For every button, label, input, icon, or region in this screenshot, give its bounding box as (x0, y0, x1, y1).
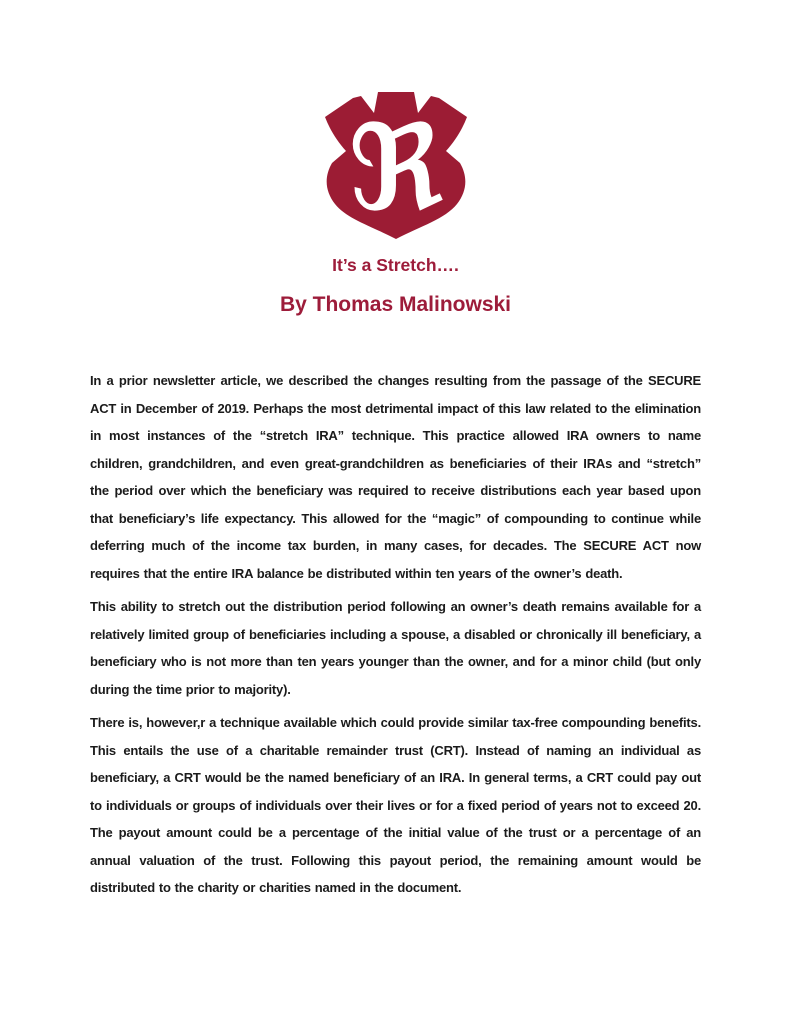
article-byline: By Thomas Malinowski (279, 293, 512, 316)
crest-letter-R: ℜ (347, 99, 444, 237)
paragraph-3: There is, however,r a technique available which could provide similar tax-free compounding benefits. This entails the use of a charitable remainder trust (CRT). Instead of naming an individual as beneficiary, a CRT would be the named beneficiary of an IRA. In general terms, a CRT could pay out to individuals or groups of individuals over their lives or for a fixed period of years not to exceed 20. The payout amount could be a percentage of the initial value of the trust or a percentage of an annual valuation of the trust. Following this payout period, the remaining amount would be distributed to the charity or charities named in the document. (90, 715, 701, 895)
logo (0, 0, 791, 241)
paragraph-2: This ability to stretch out the distribution period following an owner’s death remains available for a relatively limited group of beneficiaries including a spouse, a disabled or chronically ill beneficiary, a beneficiary who is not more than ten years younger than the owner, and for a minor child (but only during the time prior to majority). (90, 599, 701, 697)
shield-crest-logo (321, 88, 471, 241)
article-title: It’s a Stretch…. (332, 255, 459, 275)
paragraph-1: In a prior newsletter article, we described the changes resulting from the passage of the SECURE ACT in December of 2019. Perhaps the most detrimental impact of this law related to the elimination in most instances of the “stretch IRA” technique. This practice allowed IRA owners to name children, grandchildren, and even great-grandchildren as beneficiaries of their IRAs and “stretch” the period over which the beneficiary was required to receive distributions each year based upon that beneficiary’s life expectancy. This allowed for the “magic” of compounding to continue while deferring much of the income tax burden, in many cases, for decades. The SECURE ACT now requires that the entire IRA balance be distributed within ten years of the owner’s death. (90, 373, 701, 581)
article-body (90, 367, 701, 902)
